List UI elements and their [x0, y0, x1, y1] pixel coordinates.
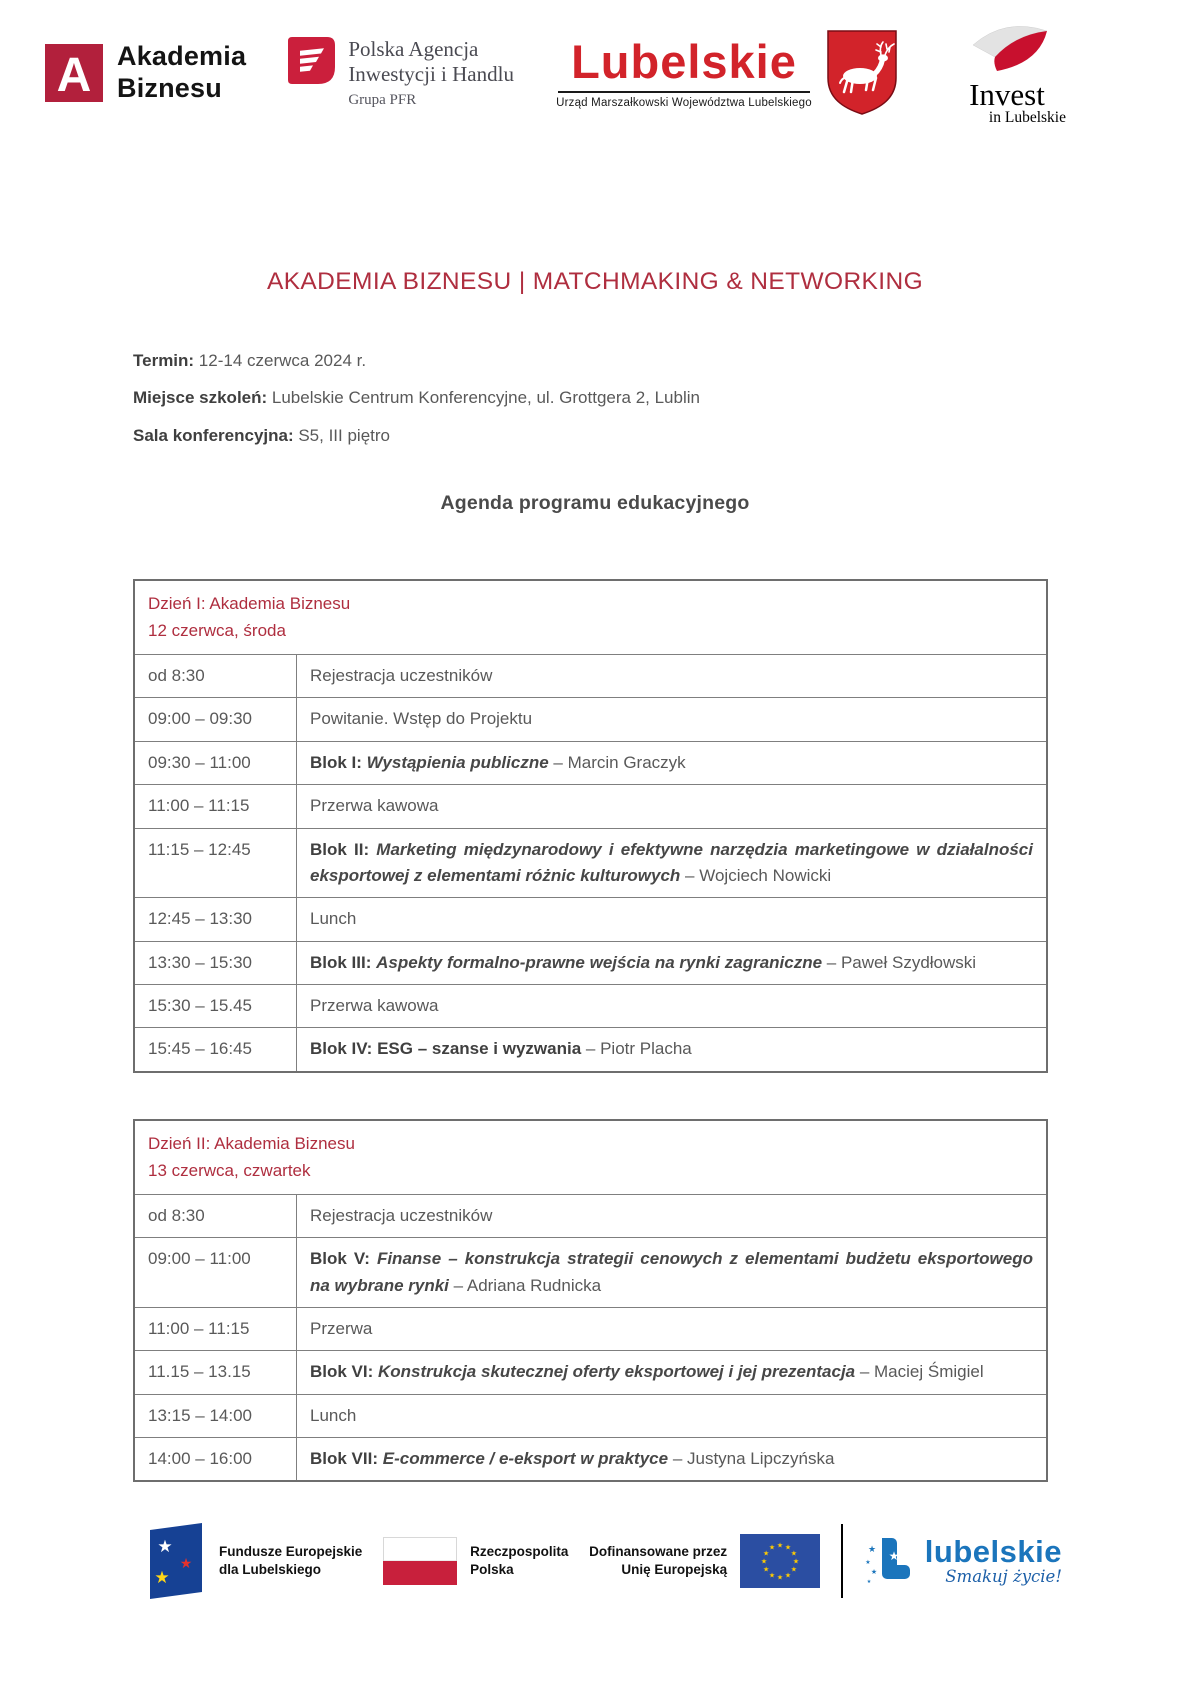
svg-text:★: ★	[790, 1549, 798, 1558]
session-cell	[297, 898, 1046, 940]
session-cell	[297, 985, 1046, 1027]
lubelskie-brand-text	[925, 1536, 1062, 1586]
paih-flag-icon	[288, 37, 335, 84]
table-row	[135, 697, 1046, 740]
svg-text:★: ★	[154, 1568, 170, 1588]
info-sala-value: S5, III piętro	[293, 425, 391, 445]
table-day-title: Dzień II: Akademia Biznesu	[148, 1133, 355, 1153]
svg-text:★: ★	[888, 1549, 900, 1563]
block-label: Blok VI:	[310, 1362, 379, 1382]
svg-text:★: ★	[867, 1545, 876, 1555]
time-cell: 12:45 – 13:30	[135, 898, 297, 940]
time-cell: 09:00 – 11:00	[135, 1238, 297, 1307]
invest-wordmark: Invest	[969, 76, 1045, 112]
lubelskie-coat-of-arms-icon	[824, 28, 900, 118]
info-miejsce	[133, 387, 1190, 408]
table-row	[135, 654, 1046, 697]
lubelskie-brand-icon	[864, 1534, 912, 1588]
time-cell: 09:30 – 11:00	[135, 742, 297, 784]
time-cell: 11:00 – 11:15	[135, 785, 297, 827]
session-text: Przerwa	[310, 1318, 373, 1338]
session-title: Wystąpienia publiczne	[366, 752, 549, 772]
table-row	[135, 741, 1046, 784]
lubelskie-marshal-logo	[556, 28, 900, 118]
svg-text:★: ★	[763, 1565, 770, 1574]
time-cell: od 8:30	[135, 655, 297, 697]
lubelskie-brand-logo	[864, 1534, 1062, 1588]
session-cell	[297, 1238, 1046, 1307]
table-day-header	[135, 581, 1046, 654]
time-cell: 13:30 – 15:30	[135, 942, 297, 984]
rp-line1: Rzeczpospolita	[470, 1543, 569, 1559]
page-title: AKADEMIA BIZNESU | MATCHMAKING & NETWORKING	[266, 268, 924, 295]
table-row	[135, 1350, 1046, 1393]
akademia-line1: Akademia	[117, 41, 247, 72]
svg-text:★: ★	[763, 1549, 770, 1558]
invest-subtitle: in Lubelskie	[988, 109, 1066, 127]
session-title: Marketing międzynarodowy i efektywne narzędzia marketingowe w działalności eksportowej z elementami różnic kulturowych	[310, 839, 1033, 885]
lubelskie-brand-tagline: Smakuj życie!	[945, 1567, 1062, 1587]
table-row	[135, 984, 1046, 1027]
akademia-biznesu-logo	[45, 41, 246, 105]
fundusze-europejskie-flag-icon	[140, 1521, 206, 1601]
session-title: E-commerce / e-eksport w praktyce	[382, 1449, 669, 1468]
svg-text:★: ★	[769, 1571, 776, 1580]
paih-line1: Polska Agencja	[348, 36, 479, 61]
time-cell: 14:00 – 16:00	[135, 1438, 297, 1480]
eu-flag-icon	[740, 1534, 820, 1588]
footer-logo-strip	[0, 1521, 1190, 1601]
table-day-header	[135, 1121, 1046, 1194]
header-logo-strip	[0, 0, 1190, 127]
paih-grupa-pfr: Grupa PFR	[348, 91, 417, 108]
table-row	[135, 897, 1046, 940]
session-text: Rejestracja uczestników	[310, 1205, 493, 1225]
fundusze-europejskie-logo	[140, 1521, 362, 1601]
paih-line2: Inwestycji i Handlu	[348, 62, 514, 87]
lubelskie-wordmark: Lubelskie	[571, 34, 797, 88]
table-row	[135, 1237, 1046, 1307]
fe-line1: Fundusze Europejskie	[219, 1543, 363, 1559]
table-row	[135, 784, 1046, 827]
session-cell	[297, 1028, 1046, 1070]
agenda-heading: Agenda programu edukacyjnego	[440, 491, 750, 514]
session-text: Powitanie. Wstęp do Projektu	[310, 709, 533, 729]
svg-text:★: ★	[769, 1543, 776, 1552]
paih-wordmark	[348, 37, 514, 110]
svg-text:★: ★	[785, 1571, 792, 1580]
info-termin	[133, 350, 1190, 371]
time-cell: od 8:30	[135, 1195, 297, 1237]
time-cell: 15:30 – 15.45	[135, 985, 297, 1027]
footer-separator	[841, 1524, 843, 1598]
svg-text:★: ★	[866, 1579, 872, 1585]
session-cell	[297, 1195, 1046, 1237]
time-cell: 11:15 – 12:45	[135, 829, 297, 898]
akademia-biznesu-mark-icon	[45, 44, 103, 102]
table-row	[135, 828, 1046, 898]
invest-swoosh-icon	[959, 19, 1055, 75]
block-label: Blok V:	[310, 1249, 377, 1269]
time-cell: 09:00 – 09:30	[135, 698, 297, 740]
table-row	[135, 1307, 1046, 1350]
session-text: Przerwa kawowa	[310, 995, 439, 1015]
svg-text:★: ★	[179, 1556, 193, 1572]
session-text: Lunch	[310, 909, 357, 929]
time-cell: 11.15 – 13.15	[135, 1351, 297, 1393]
akademia-line2: Biznesu	[117, 73, 222, 103]
svg-text:★: ★	[865, 1559, 871, 1566]
rzeczpospolita-polska-logo	[383, 1537, 568, 1585]
rp-line2: Polska	[470, 1562, 514, 1577]
event-info	[133, 350, 1190, 446]
session-cell	[297, 942, 1046, 984]
poland-flag-icon	[383, 1537, 457, 1585]
table-row	[135, 1027, 1046, 1070]
info-miejsce-label: Miejsce szkoleń:	[133, 388, 268, 408]
lubelskie-brand-wordmark: lubelskie	[924, 1534, 1062, 1570]
agenda-table-day-2	[133, 1119, 1048, 1483]
session-text: – Wojciech Nowicki	[680, 865, 832, 885]
session-text: – Maciej Śmigiel	[855, 1362, 984, 1382]
svg-text:★: ★	[793, 1557, 800, 1566]
session-text: Lunch	[310, 1405, 357, 1425]
table-row	[135, 1394, 1046, 1437]
session-cell	[297, 785, 1046, 827]
eu-funding-logo	[589, 1534, 820, 1588]
info-termin-label: Termin:	[133, 351, 195, 370]
svg-text:★: ★	[761, 1557, 768, 1566]
svg-text:★: ★	[777, 1541, 784, 1550]
session-cell	[297, 742, 1046, 784]
invest-in-lubelskie-logo	[942, 19, 1072, 127]
table-day-date: 12 czerwca, środa	[148, 620, 286, 640]
time-cell: 13:15 – 14:00	[135, 1395, 297, 1437]
block-label: Blok III:	[310, 952, 377, 972]
session-cell	[297, 1395, 1046, 1437]
session-text: – Piotr Placha	[581, 1039, 692, 1059]
session-cell	[297, 1308, 1046, 1350]
eu-funding-label	[589, 1543, 727, 1579]
session-text: – Adriana Rudnicka	[448, 1275, 602, 1295]
session-text: Rejestracja uczestników	[310, 666, 493, 686]
session-cell	[297, 698, 1046, 740]
svg-text:★: ★	[870, 1568, 877, 1576]
session-text: – Justyna Lipczyńska	[668, 1449, 835, 1468]
svg-text:★: ★	[790, 1565, 798, 1574]
session-text: – Marcin Graczyk	[548, 752, 686, 772]
session-cell	[297, 829, 1046, 898]
fundusze-europejskie-label	[219, 1543, 362, 1579]
table-row	[135, 941, 1046, 984]
akademia-biznesu-wordmark	[117, 41, 246, 105]
svg-text:★: ★	[785, 1543, 792, 1552]
info-miejsce-value: Lubelskie Centrum Konferencyjne, ul. Grottgera 2, Lublin	[267, 388, 700, 408]
session-title: Aspekty formalno-prawne wejścia na rynki zagraniczne	[376, 952, 823, 972]
session-text: – Paweł Szydłowski	[822, 952, 977, 972]
fe-line2: dla Lubelskiego	[219, 1562, 322, 1577]
time-cell: 15:45 – 16:45	[135, 1028, 297, 1070]
svg-text:★: ★	[157, 1537, 173, 1557]
session-title: Finanse – konstrukcja strategii cenowych z elementami budżetu eksportowego na wybrane rynki	[310, 1249, 1033, 1295]
block-label: Blok IV: ESG – szanse i wyzwania	[310, 1039, 582, 1059]
block-label: Blok I:	[310, 752, 367, 772]
lubelskie-wordmark-block	[556, 34, 812, 109]
eu-line1: Dofinansowane przez	[589, 1543, 728, 1559]
lubelskie-subtitle: Urząd Marszałkowski Województwa Lubelskiego	[556, 96, 812, 109]
time-cell: 11:00 – 11:15	[135, 1308, 297, 1350]
session-cell	[297, 655, 1046, 697]
table-row	[135, 1437, 1046, 1480]
session-cell	[297, 1351, 1046, 1393]
info-sala-label: Sala konferencyjna:	[133, 425, 294, 445]
session-text: Przerwa kawowa	[310, 796, 439, 816]
block-label: Blok II:	[310, 839, 377, 859]
akademia-mark-letter: A	[56, 49, 92, 102]
table-row	[135, 1194, 1046, 1237]
info-sala	[133, 425, 1190, 446]
agenda-table-day-1	[133, 579, 1048, 1073]
svg-text:★: ★	[777, 1573, 784, 1582]
rzeczpospolita-polska-label	[470, 1543, 568, 1579]
session-cell	[297, 1438, 1046, 1480]
block-label: Blok VII:	[310, 1449, 383, 1468]
info-termin-value: 12-14 czerwca 2024 r.	[194, 351, 367, 370]
session-title: Konstrukcja skutecznej oferty eksportowej i jej prezentacja	[378, 1362, 856, 1382]
eu-line2: Unię Europejską	[621, 1562, 728, 1577]
table-day-date: 13 czerwca, czwartek	[148, 1160, 311, 1180]
table-day-title: Dzień I: Akademia Biznesu	[148, 593, 351, 613]
paih-logo	[288, 37, 514, 110]
